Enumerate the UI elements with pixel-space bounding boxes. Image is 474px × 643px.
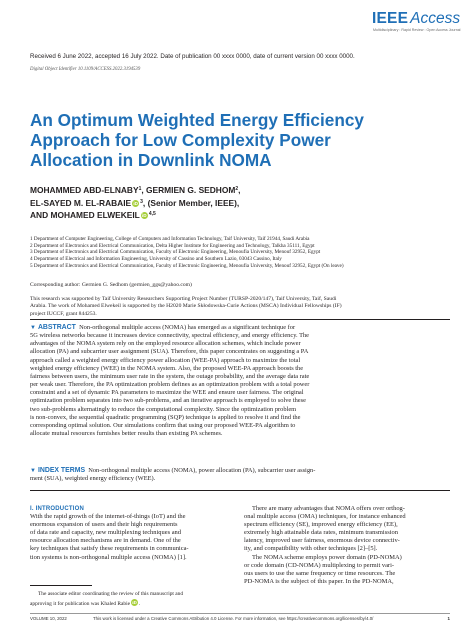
abstract-line: allocate mutual resources furnishes better results than existing PA schemes. xyxy=(30,430,223,438)
author-name: MOHAMMED ABD-ELNABY xyxy=(30,185,139,195)
body-line: ity, and compatibility with other techniques [2]–[5]. xyxy=(244,545,378,553)
abstract-label: ABSTRACT xyxy=(37,324,76,331)
author-affil-sup: 1 xyxy=(138,186,142,192)
orcid-icon[interactable]: iD xyxy=(132,599,137,605)
title-line: Approach for Low Complexity Power xyxy=(30,130,331,150)
abstract-text: Non-orthogonal multiple access (NOMA) has emerged as a significant technique for xyxy=(79,324,296,331)
paper-title xyxy=(30,110,364,170)
body-line: of data rate and capacity, new multiplexing techniques and xyxy=(30,529,181,537)
abstract-line: approach called a weighted energy efficiency power allocation (WEE-PA) approach to maximize the total xyxy=(30,356,301,364)
index-terms-line: ment (SUA), weighted energy efficiency (WEE). xyxy=(30,475,156,483)
abstract-line: corresponding optimal solution. Our simulations confirm that using our proposed WEE-PA algorithm to xyxy=(30,421,296,429)
body-line: With the rapid growth of the internet-of-things (IoT) and the xyxy=(30,513,186,521)
orcid-icon[interactable]: iD xyxy=(142,213,147,219)
triangle-bullet-icon: ▼ xyxy=(30,325,36,331)
abstract-first-line xyxy=(30,324,450,332)
index-terms-first-line xyxy=(30,467,450,475)
body-line: There are many advantages that NOMA offers over orthog- xyxy=(252,505,405,512)
intro-column xyxy=(30,505,235,562)
logo-tagline: Multidisciplinary : Rapid Review : Open Access Journal xyxy=(373,28,461,32)
body-line: The NOMA scheme employs power domain (PD-NOMA) xyxy=(252,553,402,561)
body-line: ous users to use the same frequency or time resources. The xyxy=(244,569,396,577)
affiliation: 4 Department of Electrical and Information Engineering, University of Cassino and Southern Lazio, 03043 Cassino, Italy xyxy=(30,256,282,263)
body-line: or code domain (CD-NOMA) multiplexing to permit vari- xyxy=(244,561,394,569)
received-dates: Received 6 June 2022, accepted 16 July 2022. Date of publication 00 xxxx 0000, date of current version 00 xxxx 0000. xyxy=(30,53,355,60)
affiliations xyxy=(30,236,460,270)
footnote-text: approving it for publication was Khaled Rabie xyxy=(30,600,131,607)
editor-footnote xyxy=(30,591,235,608)
title-line: An Optimum Weighted Energy Efficiency xyxy=(30,110,364,130)
funding-statement xyxy=(30,296,450,318)
index-terms xyxy=(30,467,450,483)
triangle-bullet-icon: ▼ xyxy=(30,468,36,474)
footnote-line: approving it for publication was Khaled Rabie iD . xyxy=(30,599,141,607)
corresponding-author: Corresponding author: Germien G. Sedhom (germien_ggs@yahoo.com) xyxy=(30,282,192,288)
logo-ieee-text: IEEE xyxy=(372,10,409,27)
funding-line: Arabia. The work of Mohamed Elwekeil is supported by the H2020 Marie Skłodowska-Curie Actions (MSCA) Individual Fellowships (IF) xyxy=(30,303,342,310)
abstract-bottom-rule xyxy=(30,490,450,491)
abstract-line: is non-convex, the sequential quadratic programming (SQP) technique is applied to resolve it and find the xyxy=(30,413,301,421)
affiliation: 3 Department of Electronics and Electrical Communication, Faculty of Electronic Engineering, Menoufia University, Menouf 32952, Egypt xyxy=(30,249,321,256)
affiliation: 2 Department of Electronics and Electrical Communication, Delta Higher Institute for Engineering and Technology, Talkha 35111, Egypt xyxy=(30,242,315,249)
footnote-line: The associate editor coordinating the review of this manuscript and xyxy=(38,591,184,597)
body-line: enormous expansion of users and their high requirements xyxy=(30,521,178,529)
author-name: EL-SAYED M. EL-RABAIE xyxy=(30,197,132,208)
author-affil-sup: 3 xyxy=(140,198,143,205)
author-affil-sup: 2 xyxy=(235,186,239,192)
body-line: spectrum efficiency (SE), improved energy efficiency (EE), xyxy=(244,521,398,529)
abstract-line: fairness between users, the minimum user rate in the system, the outage probability, and the average data rate xyxy=(30,372,310,380)
section-heading: I. INTRODUCTION xyxy=(30,506,84,512)
author-name: AND MOHAMED ELWEKEIL xyxy=(30,210,140,221)
footer-rule xyxy=(30,613,450,614)
logo-wordmark xyxy=(372,10,460,28)
abstract-line: two sub-problems alternatingly to reduce the computational complexity. Since the optimization problem xyxy=(30,405,297,413)
logo-access-text: Access xyxy=(410,10,461,27)
doi-line: Digital Object Identifier 10.1109/ACCESS.2022.3194539 xyxy=(30,67,141,72)
volume-label: VOLUME 10, 2022 xyxy=(30,616,67,621)
right-column xyxy=(244,505,450,586)
index-terms-text: Non-orthogonal multiple access (NOMA), power allocation (PA), subcarrier user assign- xyxy=(88,467,316,474)
body-line: PD-NOMA is the subject of this paper. In the PD-NOMA, xyxy=(244,577,394,585)
page-number: 1 xyxy=(447,616,450,621)
body-line: extremely high attainable data rates, minimum transmission xyxy=(244,529,398,537)
abstract-top-rule xyxy=(30,319,450,320)
abstract-line: allocation (PA) and subcarrier user assignment (SUA). Therefore, this paper concentrates on suggesting a PA xyxy=(30,348,309,356)
ieee-access-logo xyxy=(372,10,468,34)
abstract-line: constraint and a set of dynamic PA parameters to maximize the WEE and ensure user fairness. The original xyxy=(30,389,304,397)
body-line: resource allocation mechanisms are in demand. One of the xyxy=(30,537,181,545)
body-line: tion systems is non-orthogonal multiple access (NOMA) [1]. xyxy=(30,553,187,561)
author-line-2 xyxy=(30,197,330,210)
funding-line: This research was supported by Taif University Researchers Supporting Project Number (TURSP-2020/147), Taif University, Taif, Saudi xyxy=(30,296,337,302)
affiliation: 1 Department of Computer Engineering, College of Computers and Information Technology, Taif University, Taif 21944, Saudi Arabia xyxy=(30,236,310,242)
body-line: latency, improved user fairness, enormous device connectiv- xyxy=(244,537,400,545)
author-line-1: MOHAMMED ABD-ELNABY$^1$, GERMIEN G. SEDHOM$^2$, xyxy=(30,185,241,195)
author-name: , GERMIEN G. SEDHOM xyxy=(141,185,236,195)
abstract-line: advantages of the NOMA system rely on the employed resource allocation schemes, which include power xyxy=(30,340,301,348)
abstract-line: 5G wireless networks because it increases device connectivity, spectral efficiency, and energy efficiency. The xyxy=(30,332,309,340)
abstract-line: optimization problem separates into two sub-problems, and an iterative approach is employed to solve these xyxy=(30,397,306,405)
body-line: key techniques that satisfy these requirements in communica- xyxy=(30,545,189,553)
author-list xyxy=(30,184,330,222)
author-line-3 xyxy=(30,209,330,222)
abstract-line: per weak user. Therefore, the PA optimization problem defines as an optimization problem with a total power xyxy=(30,381,310,389)
body-line: onal multiple access (OMA) techniques, for instance enhanced xyxy=(244,513,406,521)
title-line: Allocation in Downlink NOMA xyxy=(30,150,272,170)
funding-line: project IUCCF, grant 844253. xyxy=(30,310,97,317)
license-link[interactable]: This work is licensed under a Creative Commons Attribution 4.0 License. For more information, see https://creativecommons.org/licenses/by/4.0/ xyxy=(93,616,374,621)
author-affil-sup: 4,5 xyxy=(148,211,156,218)
orcid-icon[interactable]: iD xyxy=(133,200,138,206)
abstract xyxy=(30,324,450,438)
footnote-rule xyxy=(30,585,92,586)
affiliation: 5 Department of Electronics and Electrical Communication, Faculty of Electronic Engineering, Menoufia University, Menouf 32952, Egypt (On leave) xyxy=(30,262,344,269)
index-terms-label: INDEX TERMS xyxy=(37,467,86,474)
author-membership: , (Senior Member, IEEE), xyxy=(142,197,240,208)
abstract-line: weighted energy efficiency (WEE) in the NOMA system. Also, the proposed WEE-PA approach boosts the xyxy=(30,364,304,372)
